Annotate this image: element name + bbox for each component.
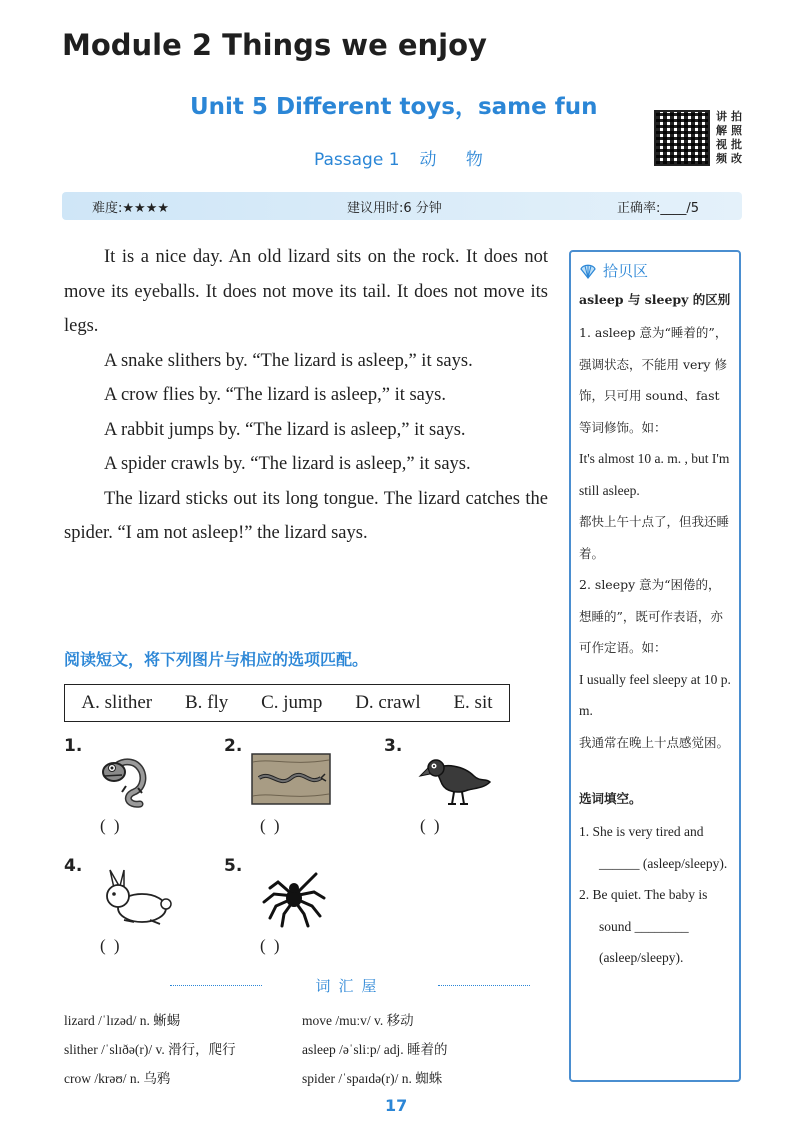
passage-paragraph: A crow flies by. “The lizard is asleep,” it says. [104, 385, 446, 405]
crow-icon [414, 748, 494, 808]
answer-blank[interactable]: ( ) [260, 816, 282, 835]
sidebar-point-2: 2. sleepy 意为“困倦的，想睡的”，既可作表语，亦可作定语。如： [579, 577, 723, 655]
vocab-entry: asleep /əˈsliːp/ adj. 睡着的 [302, 1042, 448, 1057]
difficulty: 难度:★★★★ [92, 200, 169, 216]
sidebar-example-1: It's almost 10 a. m. , but I'm still asleep. [579, 451, 730, 498]
answer-blank[interactable]: ( ) [100, 816, 122, 835]
item-number: 4. [64, 856, 83, 876]
sidebar-point-1: 1. asleep 意为“睡着的”，强调状态，不能用 very 修饰，只可用 sound、fast 等词修饰。如： [579, 325, 728, 435]
qr-label-char: 解 [716, 124, 727, 137]
qr-label-char: 改 [731, 152, 742, 165]
sidebar-subtitle: asleep 与 sleepy 的区别 [579, 292, 731, 307]
suggested-time: 建议用时:6 分钟 [347, 200, 442, 216]
vocab-list [64, 1006, 544, 1093]
item-number: 2. [224, 736, 243, 756]
vocab-row [64, 1006, 544, 1035]
vocab-entry: spider /ˈspaɪdə(r)/ n. 蜘蛛 [302, 1071, 443, 1086]
picture-item-1 [64, 736, 204, 836]
options-box [64, 684, 510, 722]
item-number: 3. [384, 736, 403, 756]
shell-icon [579, 263, 597, 279]
answer-blank[interactable]: ( ) [420, 816, 442, 835]
passage-paragraph: A spider crawls by. “The lizard is asleep,” it says. [104, 454, 471, 474]
option-c: C. jump [261, 692, 323, 713]
exercise-instruction: 阅读短文，将下列图片与相应的选项匹配。 [64, 650, 369, 669]
vocab-entry: lizard /ˈlɪzəd/ n. 蜥蜴 [64, 1013, 181, 1028]
item-number: 5. [224, 856, 243, 876]
qr-label [714, 110, 744, 166]
option-d: D. crawl [355, 692, 421, 713]
passage-paragraph: A snake slithers by. “The lizard is asleep,” it says. [104, 350, 473, 371]
sidebar-header [579, 260, 731, 281]
accuracy: 正确率:____/5 [617, 200, 700, 216]
passage-text [64, 240, 548, 551]
unit-title: Unit 5 Different toys，same fun [190, 94, 598, 120]
qr-code-icon[interactable] [654, 110, 710, 166]
picture-item-4 [64, 856, 204, 956]
snake-icon [248, 748, 334, 808]
vocab-title-text: 词汇屋 [315, 977, 385, 995]
lizard-icon [94, 748, 174, 808]
sidebar-box [569, 250, 741, 1082]
option-b: B. fly [184, 692, 229, 713]
rabbit-icon [94, 868, 174, 928]
info-bar [62, 192, 742, 220]
item-number: 1. [64, 736, 83, 756]
qr-label-char: 视 [716, 138, 727, 151]
vocab-entry: crow /krəʊ/ n. 乌鸦 [64, 1071, 171, 1086]
fill-question-1[interactable]: 1. She is very tired and ______ (asleep/sleepy). [579, 824, 728, 871]
answer-blank[interactable]: ( ) [260, 936, 282, 955]
picture-item-3 [384, 736, 524, 836]
picture-item-2 [224, 736, 364, 836]
module-title: Module 2 Things we enjoy [62, 28, 487, 62]
picture-item-5 [224, 856, 364, 956]
spider-icon [254, 868, 334, 928]
passage-paragraph: A rabbit jumps by. “The lizard is asleep,” it says. [104, 419, 466, 440]
passage-paragraph: It is a nice day. An old lizard sits on the rock. It does not move its eyeballs. It does not move its tail. It does not move its legs. [64, 247, 548, 336]
option-a: A. slither [81, 692, 153, 713]
vocab-title [170, 975, 530, 996]
sidebar-title: 拾贝区 [603, 262, 649, 280]
fill-blank-title: 选词填空。 [579, 791, 642, 806]
passage-title-en: Passage 1 [314, 150, 400, 170]
vocab-row [64, 1064, 544, 1093]
passage-title [314, 145, 495, 170]
qr-label-char: 讲 [716, 110, 727, 123]
vocab-entry: move /muːv/ v. 移动 [302, 1013, 414, 1028]
sidebar-example-2-cn: 我通常在晚上十点感觉困。 [579, 734, 730, 750]
page-number: 17 [385, 1096, 408, 1115]
option-e: E. sit [453, 692, 493, 713]
qr-label-char: 照 [731, 124, 742, 137]
answer-blank[interactable]: ( ) [100, 936, 122, 955]
qr-label-char: 拍 [731, 110, 742, 123]
fill-question-2[interactable]: 2. Be quiet. The baby is sound ________ (asleep/sleepy). [579, 887, 708, 965]
passage-title-cn: 动 物 [419, 150, 495, 170]
qr-label-char: 频 [716, 152, 727, 165]
passage-paragraph: The lizard sticks out its long tongue. The lizard catches the spider. “I am not asleep!” the lizard says. [64, 488, 548, 543]
sidebar-example-1-cn: 都快上午十点了，但我还睡着。 [579, 514, 730, 561]
vocab-entry: slither /ˈslɪðə(r)/ v. 滑行，爬行 [64, 1042, 236, 1057]
sidebar-example-2: I usually feel sleepy at 10 p. m. [579, 671, 731, 718]
qr-label-char: 批 [731, 138, 742, 151]
vocab-row [64, 1035, 544, 1064]
